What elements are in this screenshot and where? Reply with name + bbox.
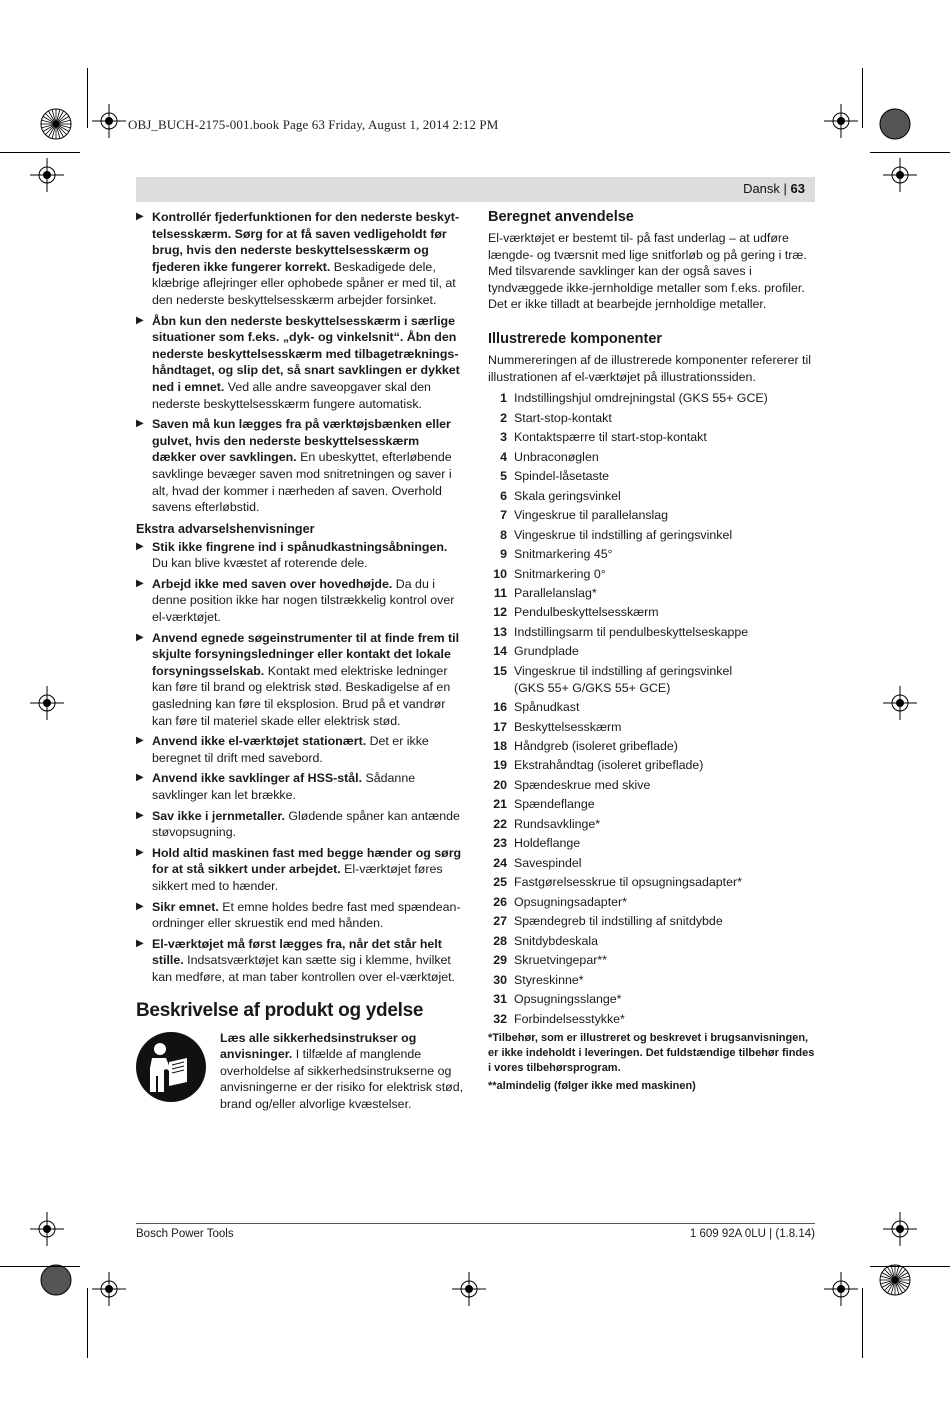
list-item xyxy=(488,719,815,736)
list-item xyxy=(488,894,815,911)
bullet-triangle-icon: ▶ xyxy=(136,846,144,858)
item-number: 12 xyxy=(493,605,507,620)
list-item xyxy=(488,933,815,950)
list-item xyxy=(488,738,815,755)
item-number: 32 xyxy=(493,1011,507,1026)
item-label: Indstillingshjul omdrejningstal (GKS 55+ GCE) xyxy=(514,391,768,406)
item-number: 10 xyxy=(493,566,507,581)
bullet-bold: Anvend egnede søgeinstrumenter til at finde frem til skjulte forsyningsledninger eller kontakt det lokale forsyningsselskab. xyxy=(152,630,460,678)
crosshair-left-top xyxy=(30,158,64,192)
item-number: 11 xyxy=(493,586,507,600)
list-item xyxy=(488,663,815,696)
notice-bold: Læs alle sikkerhedsinstrukser og anvisninger. xyxy=(220,1030,417,1062)
item-label: Opsugningsslange* xyxy=(514,992,622,1007)
list-item xyxy=(488,913,815,930)
intended-use-paragraph: El-værktøjet er bestemt til- på fast underlag – at udføre længde- og tværsnit med lige snitforløb og på gering i træ. Med tilsvarende savklinger kan der også saves i tyndvæggede ikke-jernholdige metaller som f.eks. profiler. xyxy=(488,231,807,295)
left-column xyxy=(136,209,464,1120)
read-manual-icon xyxy=(136,1032,206,1102)
list-item xyxy=(488,855,815,872)
page-header-label xyxy=(743,181,805,196)
item-label-continued: (GKS 55+ G/GKS 55+ GCE) xyxy=(514,680,671,695)
bullet-text: Ved alle andre saveopgaver skal den nederste beskyttelsesskærm fungere automatisk. xyxy=(152,379,431,411)
item-label: Spindel-låsetaste xyxy=(514,469,610,484)
bullet-triangle-icon: ▶ xyxy=(136,772,144,784)
item-number: 15 xyxy=(493,663,507,678)
item-number: 9 xyxy=(500,547,507,562)
warning-bullet xyxy=(136,733,464,766)
crosshair-bottom-center-right xyxy=(824,1272,858,1306)
product-description-heading: Beskrivelse af produkt og ydelse xyxy=(136,999,424,1021)
components-list xyxy=(488,390,815,1027)
warning-bullet xyxy=(136,845,464,895)
bullet-triangle-icon: ▶ xyxy=(136,631,144,643)
item-number: 22 xyxy=(493,816,507,831)
list-item xyxy=(488,566,815,583)
item-number: 6 xyxy=(500,488,507,503)
bullet-text: Sådanne savklinger kan let brække. xyxy=(152,771,416,802)
read-manual-notice xyxy=(136,1030,464,1120)
item-label: Unbraconøglen xyxy=(514,449,599,464)
item-number: 27 xyxy=(493,914,507,929)
bullet-triangle-icon: ▶ xyxy=(136,540,144,552)
item-number: 5 xyxy=(500,469,507,484)
bullet-bold: Kontrollér fjederfunktionen for den nederste beskyttelsesskærm. Sørg for at få saven vedligeholdt før brug, hvis den nederste beskyttelsesskærm og fjederen ikke fungerer korrekt. xyxy=(152,210,460,274)
safety-bullet xyxy=(136,416,464,516)
item-number: 20 xyxy=(493,777,507,792)
extra-warnings-heading: Ekstra advarselshenvisninger xyxy=(136,521,315,536)
bullet-bold: Anvend ikke el-værktøjet stationært. xyxy=(152,734,367,749)
list-item xyxy=(488,527,815,544)
item-label: Pendulbeskyttelsesskærm xyxy=(514,605,659,620)
item-number: 1 xyxy=(500,391,507,406)
item-number: 24 xyxy=(493,855,507,870)
warning-bullet xyxy=(136,770,464,803)
header-separator: | xyxy=(779,181,791,196)
print-info: OBJ_BUCH-2175-001.book Page 63 Friday, August 1, 2014 2:12 PM xyxy=(128,117,499,132)
components-heading: Illustrerede komponenter xyxy=(488,330,663,347)
bullet-text: Beskadigede dele, klæbrige aflejringer eller ophobede spåner er med til, at den nederste beskyttelsesskærm arbejder forsinket. xyxy=(152,259,456,307)
registration-mark-top-right xyxy=(875,104,915,144)
item-label: Savespindel xyxy=(514,855,582,870)
footer-brand: Bosch Power Tools xyxy=(136,1228,234,1240)
item-number: 17 xyxy=(493,719,507,734)
warning-bullet xyxy=(136,808,464,841)
bullet-text: Kontakt med elektriske ledninger kan føre til brand og elektrisk stød. Beskadigelse af en gasledning kan føre til eksplosion. Brud på et vandrør kan føre til materiel skade eller elektrisk stød. xyxy=(152,663,451,728)
item-number: 31 xyxy=(493,992,507,1007)
crop-line xyxy=(862,68,863,128)
safety-bullet xyxy=(136,313,464,413)
list-item xyxy=(488,816,815,833)
notice-text: I tilfælde af manglende overholdelse af sikkerhedsinstrukserne og anvisningerne er der risiko for elektrisk stød, brand og/eller alvorlige kvæstelser. xyxy=(220,1047,464,1111)
list-item xyxy=(488,699,815,716)
warning-bullet xyxy=(136,899,464,932)
item-label: Kontaktspærre til start-stop-kontakt xyxy=(514,430,707,445)
item-number: 7 xyxy=(500,508,507,523)
crosshair-right-top xyxy=(883,158,917,192)
list-item xyxy=(488,604,815,621)
bullet-text: Et emne holdes bedre fast med spændeanordninger eller skruestik end med hånden. xyxy=(152,899,461,931)
bullet-bold: Åbn kun den nederste beskyttelsesskærm i særlige situationer som f.eks. „dyk- og vinkelsnit“. Åbn den nederste beskyttelsesskærm med tilbagetrækningshåndtaget, og slip det, så snart savklingen er dykket ned i emnet. xyxy=(152,313,460,394)
crop-line xyxy=(87,1288,88,1358)
header-language: Dansk xyxy=(743,181,780,196)
list-item xyxy=(488,449,815,466)
list-item xyxy=(488,624,815,641)
list-item xyxy=(488,991,815,1008)
intended-use-text xyxy=(488,230,815,313)
warning-bullet xyxy=(136,630,464,730)
safety-bullet xyxy=(136,209,464,309)
crop-line xyxy=(0,1266,80,1267)
bullet-bold: Sav ikke i jernmetaller. xyxy=(152,808,285,823)
bullet-triangle-icon: ▶ xyxy=(136,577,144,589)
registration-mark-top-left xyxy=(36,104,76,144)
list-item xyxy=(488,874,815,891)
list-item xyxy=(488,835,815,852)
crosshair-right-bottom xyxy=(883,1212,917,1246)
item-number: 13 xyxy=(493,624,507,639)
item-number: 8 xyxy=(500,527,507,542)
item-label: Håndgreb (isoleret gribeflade) xyxy=(514,738,678,753)
list-item xyxy=(488,585,815,602)
crop-line xyxy=(87,68,88,128)
item-label: Spånudkast xyxy=(514,700,580,715)
item-number: 29 xyxy=(493,953,507,968)
warning-bullet xyxy=(136,576,464,626)
item-number: 2 xyxy=(500,410,507,425)
item-label: Skruetvingepar** xyxy=(514,953,607,968)
page-number: 63 xyxy=(790,181,805,196)
accessory-footnote: *Tilbehør, som er illustreret og beskrevet i brugsanvisningen, er ikke indeholdt i leveringen. Det fuldstændige tilbehør findes i vores tilbehørsprogram. xyxy=(488,1032,815,1074)
item-number: 18 xyxy=(493,738,507,753)
crop-line xyxy=(870,152,950,153)
bullet-triangle-icon: ▶ xyxy=(136,418,144,430)
components-intro: Nummereringen af de illustrerede komponenter refererer til illustrationen af el-værktøjet på illustrationssiden. xyxy=(488,352,811,384)
list-item xyxy=(488,643,815,660)
item-label: Spændegreb til indstilling af snitdybde xyxy=(514,914,723,929)
bullet-text: Du kan blive kvæstet af roterende dele. xyxy=(152,556,368,571)
crop-line xyxy=(862,1288,863,1358)
item-label: Snitmarkering 45° xyxy=(514,547,613,562)
item-label: Grundplade xyxy=(514,644,579,659)
item-label: Ekstrahåndtag (isoleret gribeflade) xyxy=(514,758,704,773)
bullet-bold: Stik ikke fingrene ind i spånudkastningsåbningen. xyxy=(152,539,448,554)
bullet-text: Indsatsværktøjet kan sætte sig i klemme, hvilket kan medføre, at man taber kontrollen over el-værktøjet. xyxy=(152,953,456,984)
item-label: Forbindelsesstykke* xyxy=(514,1011,625,1026)
intended-use-heading: Beregnet anvendelse xyxy=(488,209,634,225)
crosshair-top-center-right xyxy=(824,104,858,138)
list-item xyxy=(488,777,815,794)
item-number: 28 xyxy=(493,933,507,948)
standard-footnote: **almindelig (følger ikke med maskinen) xyxy=(488,1080,696,1093)
item-label: Parallelanslag* xyxy=(514,586,597,600)
item-label: Holdeflange xyxy=(514,836,581,851)
bullet-bold: El-værktøjet må først lægges fra, når det står helt stille. xyxy=(152,936,442,968)
item-number: 3 xyxy=(500,430,507,445)
footer-divider xyxy=(136,1223,815,1224)
item-number: 21 xyxy=(493,797,507,812)
footer-doc-id: 1 609 92A 0LU | (1.8.14) xyxy=(689,1228,815,1240)
bullet-bold: Sikr emnet. xyxy=(152,899,219,914)
item-label: Vingeskrue til parallelanslag xyxy=(514,508,669,523)
list-item xyxy=(488,952,815,969)
bullet-text: El-værktøjet føres sikkert med to hænder. xyxy=(152,862,443,893)
item-number: 14 xyxy=(493,644,507,659)
item-label: Snitdybdeskala xyxy=(514,933,599,948)
item-number: 16 xyxy=(493,700,507,715)
right-column xyxy=(488,209,815,1098)
list-item xyxy=(488,757,815,774)
item-number: 19 xyxy=(493,758,507,773)
item-number: 23 xyxy=(493,836,507,851)
bullet-triangle-icon: ▶ xyxy=(136,937,144,949)
list-item xyxy=(488,796,815,813)
list-item xyxy=(488,488,815,505)
item-label: Indstillingsarm til pendulbeskyttelseskappe xyxy=(514,624,749,639)
crosshair-top-center-left xyxy=(92,104,126,138)
bullet-bold: Arbejd ikke med saven over hovedhøjde. xyxy=(152,576,393,591)
crop-line xyxy=(870,1266,950,1267)
item-label: Start-stop-kontakt xyxy=(514,410,612,425)
item-label: Beskyttelsesskærm xyxy=(514,719,622,734)
bullet-triangle-icon: ▶ xyxy=(136,314,144,326)
item-number: 4 xyxy=(500,449,507,464)
list-item xyxy=(488,507,815,524)
list-item xyxy=(488,1011,815,1028)
crosshair-left-middle xyxy=(30,686,64,720)
bullet-triangle-icon: ▶ xyxy=(136,809,144,821)
item-label: Fastgørelsesskrue til opsugningsadapter* xyxy=(514,875,742,890)
bullet-text: Glødende spåner kan antænde støvopsugning. xyxy=(152,808,460,840)
bullet-text: Det er ikke beregnet til drift med savebord. xyxy=(152,734,429,765)
crosshair-right-middle xyxy=(883,686,917,720)
crop-line xyxy=(0,152,80,153)
crosshair-bottom-center xyxy=(452,1272,486,1306)
warning-bullet xyxy=(136,539,464,572)
item-label: Vingeskrue til indstilling af geringsvinkel xyxy=(514,663,733,678)
bullet-bold: Anvend ikke savklinger af HSS-stål. xyxy=(152,771,363,786)
item-label: Spændeflange xyxy=(514,797,595,812)
item-label: Skala geringsvinkel xyxy=(514,488,621,503)
warning-bullet xyxy=(136,936,464,986)
crosshair-bottom-center-left xyxy=(92,1272,126,1306)
list-item xyxy=(488,410,815,427)
bullet-bold: Saven må kun lægges fra på værktøjsbænken eller gulvet, hvis den nederste beskyttelsesskærm dækker over savklingen. xyxy=(152,417,451,465)
item-label: Opsugningsadapter* xyxy=(514,894,627,909)
item-number: 26 xyxy=(493,894,507,909)
page-header-bar xyxy=(136,177,815,202)
bullet-triangle-icon: ▶ xyxy=(136,211,144,222)
bullet-text: En ubeskyttet, efterløbende savklinge bevæger saven mod snitretningen og saver i alt, hvad der kommer i nærheden af saven. Overhold savens efterløbstid. xyxy=(152,450,452,515)
item-label: Styreskinne* xyxy=(514,972,584,987)
list-item xyxy=(488,546,815,563)
item-label: Vingeskrue til indstilling af geringsvinkel xyxy=(514,527,733,542)
item-number: 25 xyxy=(493,875,507,890)
item-label: Rundsavklinge* xyxy=(514,816,601,831)
item-number: 30 xyxy=(493,972,507,987)
list-item xyxy=(488,972,815,989)
list-item xyxy=(488,468,815,485)
list-item xyxy=(488,429,815,446)
bullet-triangle-icon: ▶ xyxy=(136,735,144,747)
item-label: Spændeskrue med skive xyxy=(514,777,651,792)
list-item xyxy=(488,390,815,407)
item-label: Snitmarkering 0° xyxy=(514,566,606,581)
bullet-triangle-icon: ▶ xyxy=(136,900,144,912)
crosshair-left-bottom xyxy=(30,1212,64,1246)
bullet-bold: Hold altid maskinen fast med begge hænder og sørg for at stå sikkert under arbejdet. xyxy=(152,845,462,877)
intended-use-paragraph: Det er ikke tilladt at bearbejde jernholdige metaller. xyxy=(488,297,767,312)
bullet-text: Da du i denne position ikke har nogen tilstrækkelig kontrol over el-værktøjet. xyxy=(152,576,455,625)
